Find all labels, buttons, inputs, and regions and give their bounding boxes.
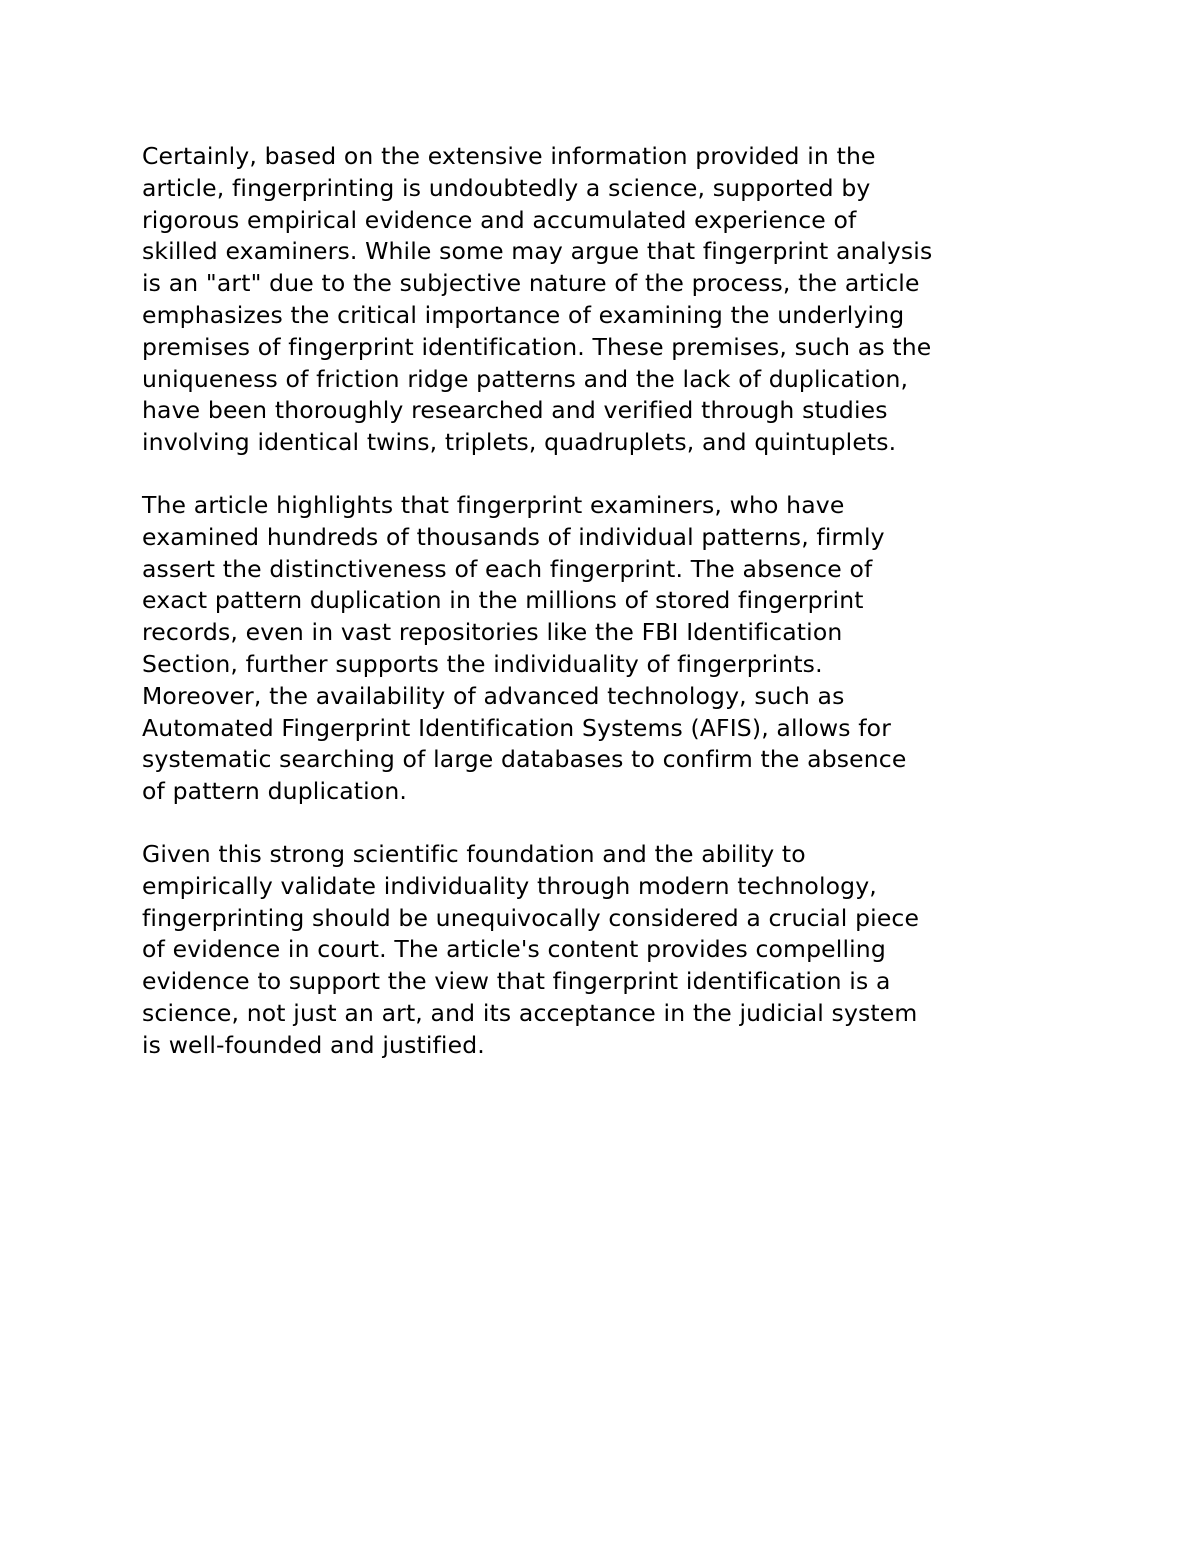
text-line: uniqueness of friction ridge patterns and the lack of duplication, (142, 364, 909, 393)
text-line: emphasizes the critical importance of examining the underlying (142, 300, 905, 329)
text-line: assert the distinctiveness of each fingerprint. The absence of (142, 554, 873, 583)
text-line: skilled examiners. While some may argue that fingerprint analysis (142, 237, 933, 266)
text-line: exact pattern duplication in the millions of stored fingerprint (142, 586, 864, 615)
paragraph-2 (142, 490, 1082, 808)
text-line: is an "art" due to the subjective nature of the process, the article (142, 269, 920, 298)
text-line: Moreover, the availability of advanced technology, such as (142, 681, 845, 710)
text-line: fingerprinting should be unequivocally considered a crucial piece (142, 903, 920, 932)
text-line: empirically validate individuality through modern technology, (142, 871, 877, 900)
text-line: premises of fingerprint identification. These premises, such as the (142, 332, 932, 361)
text-line: The article highlights that fingerprint examiners, who have (142, 490, 845, 519)
text-line: science, not just an art, and its acceptance in the judicial system (142, 998, 918, 1027)
text-line: records, even in vast repositories like the FBI Identification (142, 618, 843, 647)
text-line: rigorous empirical evidence and accumulated experience of (142, 205, 857, 234)
text-line: article, fingerprinting is undoubtedly a science, supported by (142, 173, 871, 202)
text-line: systematic searching of large databases to confirm the absence (142, 745, 907, 774)
text-line: have been thoroughly researched and verified through studies (142, 396, 888, 425)
paragraph-1 (142, 141, 1082, 459)
text-line: evidence to support the view that fingerprint identification is a (142, 967, 891, 996)
text-line: Given this strong scientific foundation and the ability to (142, 839, 806, 868)
text-line: involving identical twins, triplets, quadruplets, and quintuplets. (142, 428, 897, 457)
paragraph-3 (142, 839, 1082, 1062)
text-line: Section, further supports the individuality of fingerprints. (142, 649, 823, 678)
text-line: examined hundreds of thousands of individual patterns, firmly (142, 522, 885, 551)
document-body (142, 141, 1082, 1093)
text-line: is well-founded and justified. (142, 1030, 485, 1059)
text-line: of pattern duplication. (142, 777, 407, 806)
text-line: of evidence in court. The article's content provides compelling (142, 935, 886, 964)
text-line: Certainly, based on the extensive information provided in the (142, 142, 876, 170)
text-line: Automated Fingerprint Identification Systems (AFIS), allows for (142, 713, 892, 742)
